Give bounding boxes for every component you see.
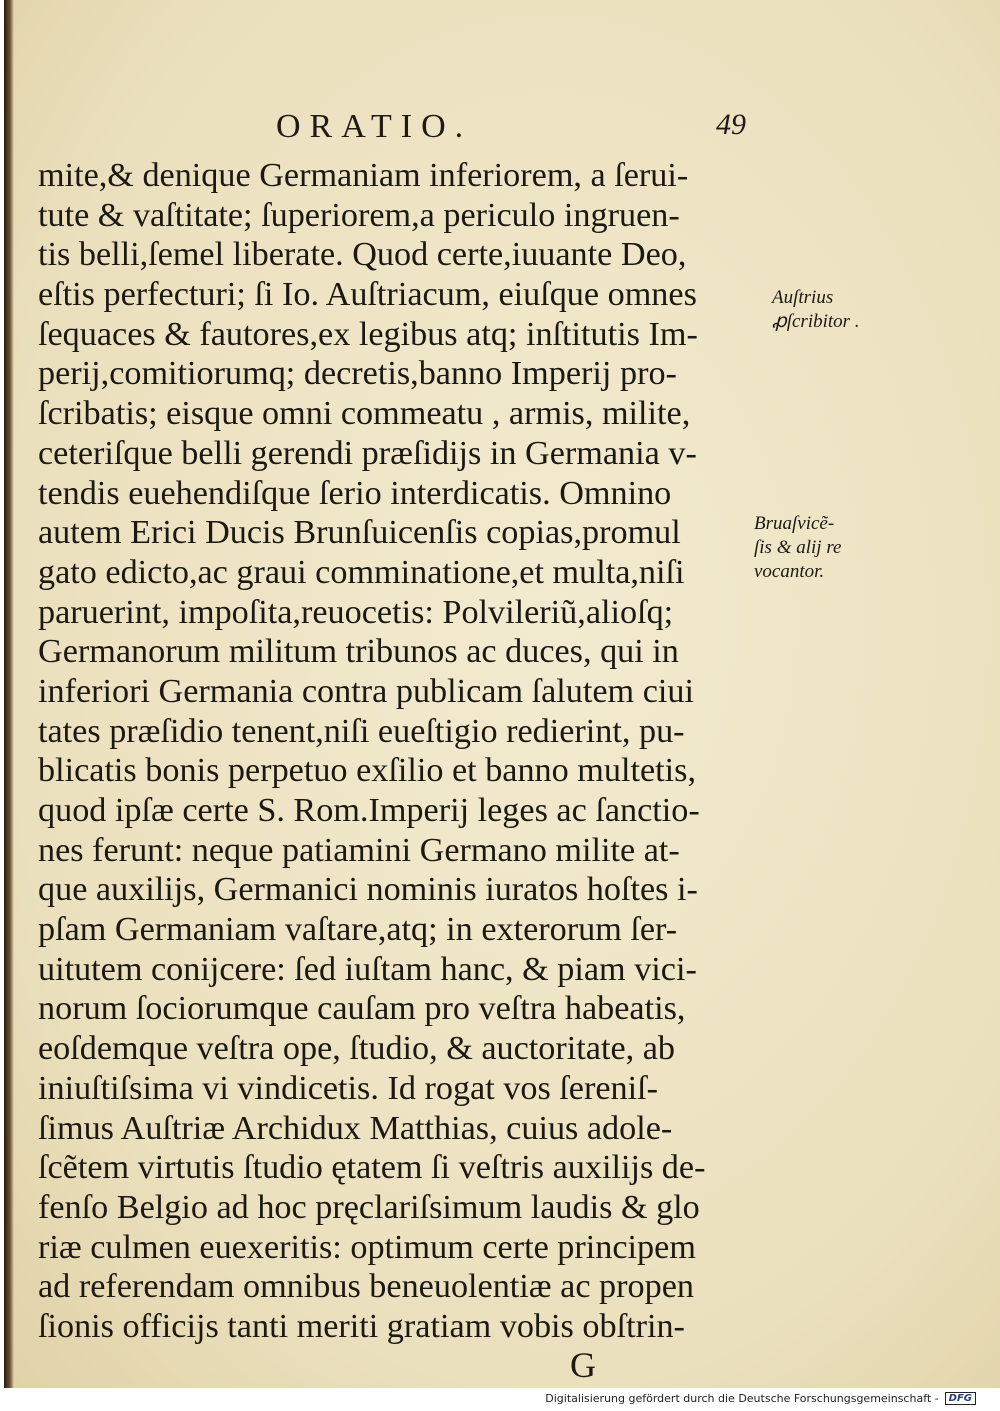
text-line: iniuſtiſsima vi vindicetis. Id rogat vos ſereniſ-	[38, 1069, 659, 1107]
margin-note-line: ſis & alij re	[754, 537, 842, 558]
text-line: ſcribatis; eisque omni commeatu , armis, milite,	[38, 395, 691, 433]
text-line: tis belli,ſemel liberate. Quod certe,iuuante Deo,	[38, 236, 687, 274]
margin-note-line: Bruaſvicẽ-	[754, 513, 835, 534]
text-line: fenſo Belgio ad hoc pręclariſsimum laudis & glo	[38, 1188, 700, 1226]
text-line: eſtis perfecturi; ſi Io. Auſtriacum, eiuſque omnes	[38, 276, 697, 314]
dfg-logo: DFG	[945, 1392, 976, 1405]
body-text	[38, 156, 758, 1347]
running-head: ORATIO.	[276, 108, 473, 145]
text-line: blicatis bonis perpetuo exſilio et banno multetis,	[38, 752, 696, 790]
text-line: quod ipſæ certe S. Rom.Imperij leges ac ſanctio-	[38, 792, 700, 829]
text-line: eoſdemque veſtra ope, ſtudio, & auctoritate, ab	[38, 1030, 675, 1068]
text-line: tates præſidio tenent,niſi eueſtigio redierint, pu-	[38, 712, 685, 750]
text-line: nes ferunt: neque patiamini Germano milite at-	[38, 831, 680, 869]
text-line: riæ culmen euexeritis: optimum certe principem	[38, 1228, 696, 1266]
signature-mark: G	[570, 1345, 596, 1385]
text-line: paruerint, impoſita,reuocetis: Polvileriũ,alioſq;	[38, 593, 674, 631]
page-binding-edge	[4, 0, 14, 1388]
text-line: tendis euehendiſque ſerio interdicatis. Omnino	[38, 474, 672, 512]
text-line: ſimus Auſtriæ Archidux Matthias, cuius adole-	[38, 1109, 673, 1147]
book-page	[4, 0, 1000, 1388]
margin-note-brunsvicenses	[754, 512, 841, 584]
text-line: mite,& denique Germaniam inferiorem, a ſerui-	[38, 157, 689, 194]
text-line: ſionis officijs tanti meriti gratiam vobis obſtrin-	[38, 1307, 685, 1345]
text-line: gato edicto,ac graui comminatione,et multa,niſi	[38, 553, 685, 591]
margin-note-line: vocantor.	[754, 561, 825, 582]
margin-note-line: Auſtrius	[772, 287, 834, 308]
footer-credit-text: Digitalisierung gefördert durch die Deutsche Forschungsgemeinschaft -	[545, 1392, 939, 1405]
text-line: autem Erici Ducis Brunſuicenſis copias,promul	[38, 514, 681, 552]
text-line: ſequaces & fautores,ex legibus atq; inſtitutis Im-	[38, 315, 698, 353]
margin-note-austrius	[772, 286, 860, 334]
text-line: norum ſociorumque cauſam pro veſtra habeatis,	[38, 990, 686, 1028]
footer-credit	[545, 1392, 976, 1405]
text-line: inferiori Germania contra publicam ſalutem ciui	[38, 672, 694, 710]
text-line: perij,comitiorumq; decretis,banno Imperij pro-	[38, 355, 677, 393]
page-number: 49	[716, 108, 746, 141]
text-line: Germanorum militum tribunos ac duces, qui in	[38, 633, 679, 671]
text-line: pſam Germaniam vaſtare,atq; in exterorum ſer-	[38, 911, 678, 949]
text-line: ſcẽtem virtutis ſtudio ętatem ſi veſtris auxilijs de-	[38, 1149, 706, 1187]
text-line: ceteriſque belli gerendi præſidijs in Germania v-	[38, 434, 697, 472]
text-line: uitutem conijcere: ſed iuſtam hanc, & piam vici-	[38, 950, 697, 988]
margin-note-line: ꝓſcribitor .	[772, 311, 860, 332]
text-line: tute & vaſtitate; ſuperiorem,a periculo ingruen-	[38, 196, 680, 234]
text-line: ad referendam omnibus beneuolentiæ ac propen	[38, 1268, 694, 1306]
text-line: que auxilijs, Germanici nominis iuratos hoſtes i-	[38, 871, 698, 909]
